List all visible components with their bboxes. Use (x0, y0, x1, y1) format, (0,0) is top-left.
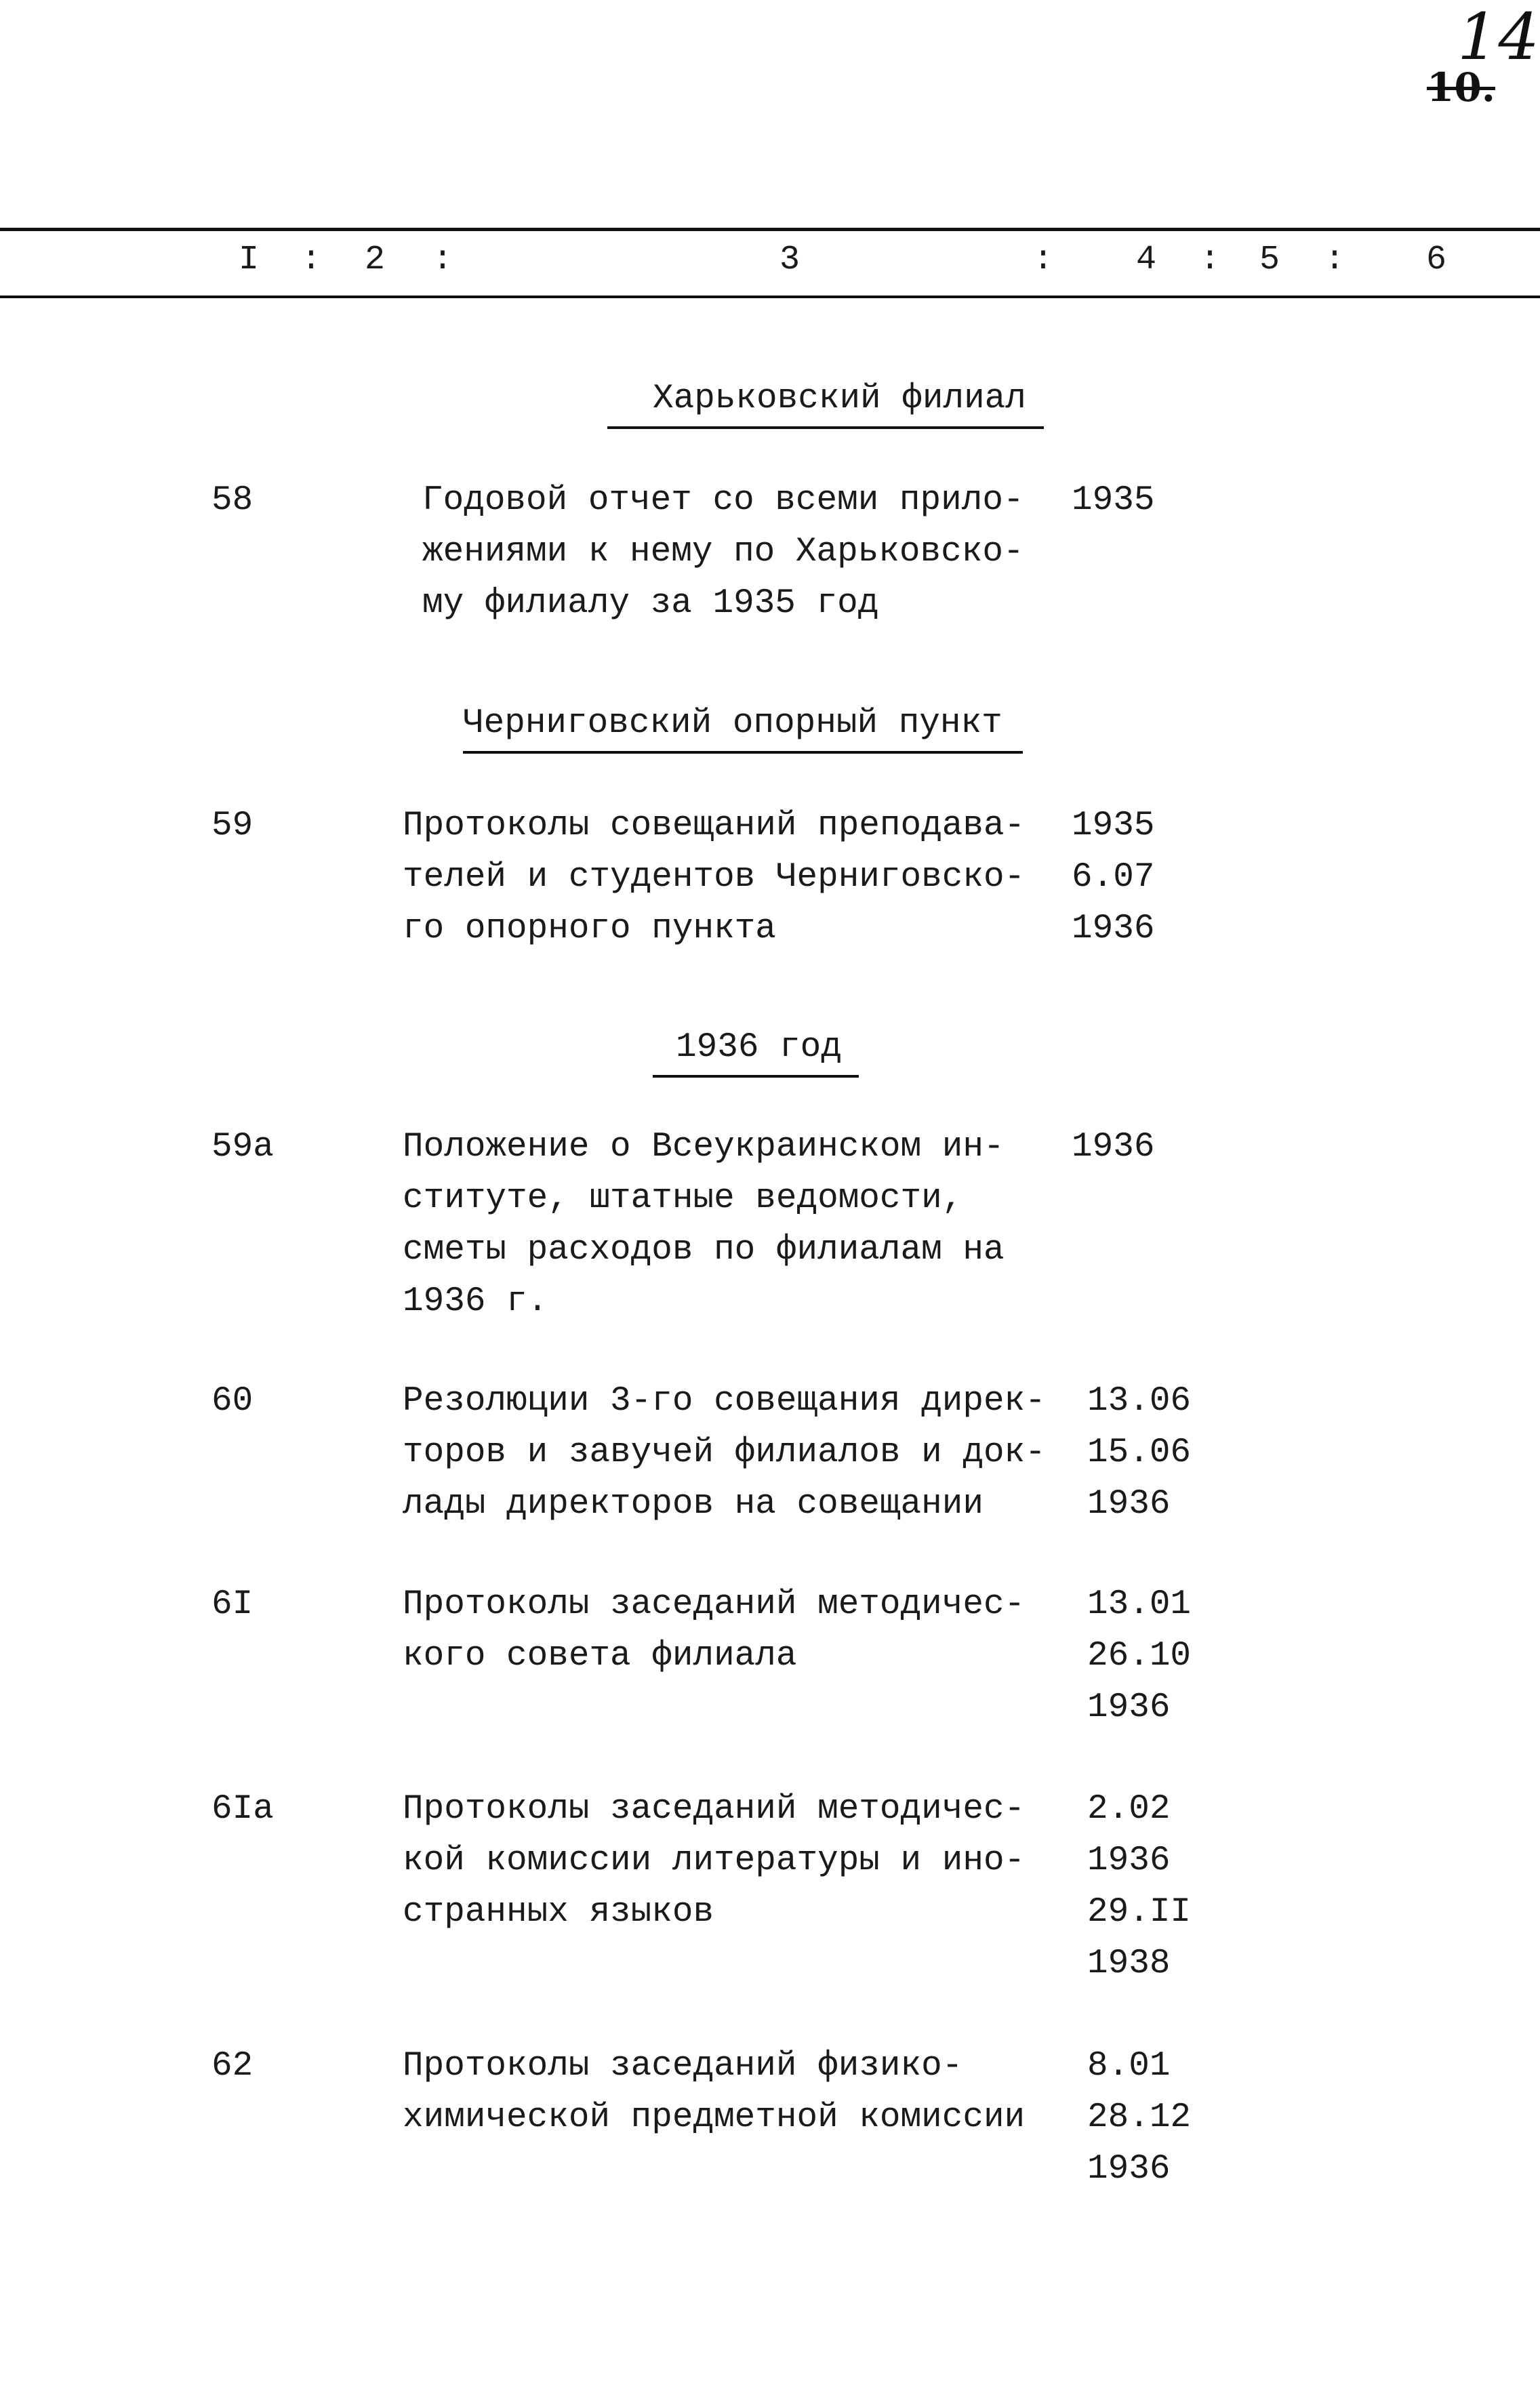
date-line: 26.10 (1087, 1637, 1192, 1675)
header-top-rule (0, 228, 1540, 231)
description-line: телей и студентов Черниговско- (403, 858, 1026, 897)
column-separator: : (432, 241, 453, 279)
description-line: Протоколы совещаний преподава- (403, 807, 1026, 845)
description-line: ституте, штатные ведомости, (403, 1179, 963, 1218)
column-separator: : (1200, 241, 1221, 279)
date-line: 1936 (1087, 1688, 1171, 1727)
entry-number: 59 (211, 807, 254, 845)
entry-description (403, 1376, 1046, 1530)
column-header: 4 (1136, 241, 1157, 279)
description-line: кого совета филиала (403, 1637, 797, 1675)
description-line: торов и завучей филиалов и док- (403, 1433, 1046, 1472)
entry-dates (1072, 1122, 1154, 1173)
date-line: 13.01 (1087, 1585, 1192, 1624)
description-line: Протоколы заседаний методичес- (403, 1790, 1026, 1829)
sheet-number-handwritten: 14 (1457, 0, 1539, 75)
entry-description (403, 800, 1025, 955)
column-header: 2 (365, 241, 386, 279)
entry-number: 6Iа (211, 1790, 274, 1829)
entry-dates (1087, 2041, 1191, 2195)
date-line: 28.12 (1087, 2098, 1192, 2137)
entry-dates (1087, 1579, 1191, 1734)
entry-number: 60 (211, 1382, 254, 1421)
old-sheet-number: 10. (1427, 64, 1495, 110)
entry-dates (1087, 1784, 1191, 1990)
section-title-chernihiv: Черниговский опорный пункт (463, 698, 1023, 754)
date-line: 8.01 (1087, 2047, 1171, 2085)
entry-description (403, 1122, 1005, 1328)
description-line: кой комиссии литературы и ино- (403, 1841, 1026, 1880)
entry-description (403, 2041, 1025, 2144)
section-title-kharkiv: Харьковский филиал (607, 373, 1044, 429)
description-line: Резолюции 3-го совещания дирек- (403, 1382, 1046, 1421)
date-line: 1936 (1072, 1128, 1155, 1166)
entry-dates (1072, 800, 1154, 955)
description-line: Годовой отчет со всеми прило- (422, 481, 1024, 520)
entry-number: 58 (211, 481, 254, 520)
description-line: химической предметной комиссии (403, 2098, 1026, 2137)
date-line: 2.02 (1087, 1790, 1171, 1829)
entry-description (403, 1579, 1025, 1682)
date-line: 1936 (1087, 2150, 1171, 2189)
column-header: 6 (1426, 241, 1447, 279)
description-line: сметы расходов по филиалам на (403, 1231, 1005, 1269)
column-separator: : (1033, 241, 1054, 279)
description-line: странных языков (403, 1893, 714, 1932)
date-line: 1938 (1087, 1945, 1171, 1983)
description-line: лады директоров на совещании (403, 1485, 984, 1524)
section-title-1936: 1936 год (653, 1022, 859, 1078)
description-line: Положение о Всеукраинском ин- (403, 1128, 1005, 1166)
column-separator: : (1324, 241, 1345, 279)
date-line: 6.07 (1072, 858, 1155, 897)
description-line: му филиалу за 1935 год (422, 584, 879, 623)
entry-dates (1087, 1376, 1191, 1530)
description-line: Протоколы заседаний физико- (403, 2047, 963, 2085)
date-line: 1935 (1072, 807, 1155, 845)
entry-number: 59а (211, 1128, 274, 1166)
date-line: 1936 (1087, 1841, 1171, 1880)
description-line: 1936 г. (403, 1282, 548, 1321)
header-bottom-rule (0, 296, 1540, 298)
date-line: 13.06 (1087, 1382, 1192, 1421)
column-separator: : (301, 241, 322, 279)
entry-number: 6I (211, 1585, 254, 1624)
column-header: I (239, 241, 260, 279)
column-header: 5 (1259, 241, 1280, 279)
date-line: 1936 (1072, 910, 1155, 948)
description-line: го опорного пункта (403, 910, 776, 948)
column-header: 3 (779, 241, 801, 279)
date-line: 1936 (1087, 1485, 1171, 1524)
entry-dates (1072, 475, 1154, 527)
entry-number: 62 (211, 2047, 254, 2085)
entry-description (403, 1784, 1025, 1938)
date-line: 1935 (1072, 481, 1155, 520)
date-line: 15.06 (1087, 1433, 1192, 1472)
description-line: Протоколы заседаний методичес- (403, 1585, 1026, 1624)
description-line: жениями к нему по Харьковско- (422, 533, 1024, 571)
entry-description (422, 475, 1024, 630)
date-line: 29.II (1087, 1893, 1192, 1932)
